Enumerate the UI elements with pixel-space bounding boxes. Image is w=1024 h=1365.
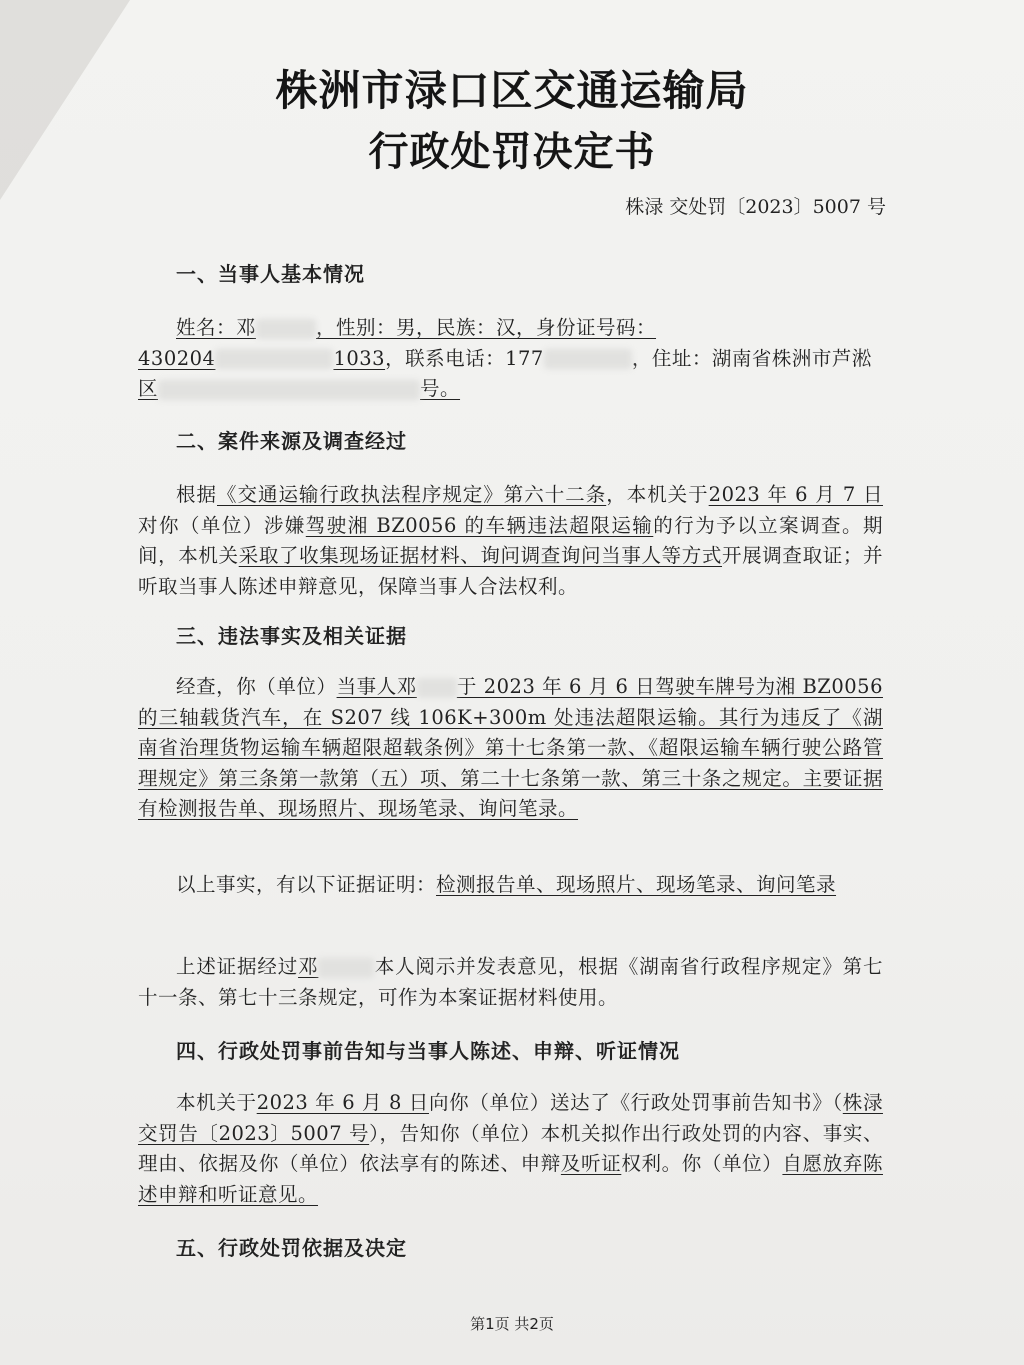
evidence-paragraph bbox=[138, 870, 883, 901]
text: 开展调查取证；并听取当事人陈述申辩意见，保障当事人合法权利。 bbox=[138, 544, 883, 598]
text: 向你（单位）送达了《行政处罚事前告知书》（ bbox=[428, 1091, 843, 1114]
agency-title: 株洲市渌口区交通运输局 bbox=[275, 66, 749, 115]
section-heading-decision: 五、行政处罚依据及决定 bbox=[176, 1236, 407, 1260]
reviewer-name: 邓 bbox=[298, 955, 319, 978]
legal-rule: 《交通运输行政执法程序规定》第六十二条 bbox=[216, 483, 607, 506]
section-heading-notice: 四、行政处罚事前告知与当事人陈述、申辩、听证情况 bbox=[176, 1039, 680, 1063]
redacted-name bbox=[318, 958, 374, 978]
address-label: ，住址：湖南省株洲市芦淞 bbox=[631, 346, 872, 370]
offense-description: 驾驶湘 BZ0056 的车辆违法超限运输 bbox=[305, 513, 654, 537]
section-heading-source: 二、案件来源及调查经过 bbox=[176, 429, 407, 453]
facts-paragraph bbox=[138, 672, 883, 825]
text: 权利。你（单位） bbox=[621, 1152, 783, 1175]
investigation-method: 采取了收集现场证据材料、询问调查询问当事人等方式 bbox=[238, 544, 723, 567]
id-prefix: 430204 bbox=[138, 346, 216, 370]
text: 根据 bbox=[176, 483, 217, 506]
notice-number: 株渌交罚告〔2023〕5007 号 bbox=[138, 1091, 883, 1145]
text: 本机关于 bbox=[176, 1091, 257, 1114]
evidence-review-paragraph bbox=[138, 952, 883, 1013]
document-title: 行政处罚决定书 bbox=[368, 129, 656, 175]
text: 经查，你（单位） bbox=[176, 675, 337, 698]
phone-label: ，联系电话：177 bbox=[385, 346, 544, 370]
redacted-name bbox=[256, 319, 316, 339]
text: 本人阅示并发表意见，根据《湖南省行政程序规定》第七十一条、第七十三条规定，可作为本案证据材料使用。 bbox=[138, 955, 883, 1009]
filing-date: 2023 年 6 月 7 日 bbox=[708, 483, 883, 506]
text: ），告知你（单位）本机关拟作出行政处罚的内容、事实、理由、依据及你（单位）依法享有的陈述、申辩 bbox=[138, 1121, 883, 1175]
redacted-name bbox=[417, 678, 457, 698]
text: 上述证据经过 bbox=[176, 955, 299, 978]
text: 的行为予以立案调查。期间，本机关 bbox=[138, 513, 883, 567]
text: 对你（单位）涉嫌 bbox=[138, 513, 306, 537]
address-end: 号。 bbox=[420, 377, 461, 400]
redacted-phone bbox=[544, 349, 632, 369]
section-heading-facts: 三、违法事实及相关证据 bbox=[176, 624, 407, 648]
name-label: 姓名：邓 bbox=[176, 316, 257, 339]
redacted-address bbox=[158, 380, 420, 400]
gender-ethnic-id: ，性别：男，民族：汉，身份证号码： bbox=[316, 316, 657, 339]
party-response: 自愿放弃陈述申辩和听证意见。 bbox=[138, 1152, 883, 1206]
text: ，本机关于 bbox=[606, 483, 709, 506]
text: 以上事实，有以下证据证明： bbox=[176, 873, 437, 896]
evidence-list: 检测报告单、现场照片、现场笔录、询问笔录 bbox=[436, 873, 837, 896]
facts-party: 当事人邓 bbox=[336, 675, 417, 698]
notice-paragraph bbox=[138, 1088, 883, 1210]
address-start: 区 bbox=[138, 377, 159, 400]
redacted-id bbox=[215, 349, 333, 369]
party-info bbox=[138, 313, 883, 405]
case-source-paragraph bbox=[138, 480, 883, 602]
document-number: 株渌 交处罚〔2023〕5007 号 bbox=[625, 196, 886, 218]
notice-date: 2023 年 6 月 8 日 bbox=[256, 1091, 429, 1114]
section-heading-party: 一、当事人基本情况 bbox=[176, 262, 365, 286]
page-number: 第1页 共2页 bbox=[470, 1315, 554, 1333]
id-suffix: 1033 bbox=[333, 346, 386, 370]
hearing-right: 及听证 bbox=[560, 1152, 622, 1175]
facts-body: 于 2023 年 6 月 6 日驾驶车牌号为湘 BZ0056 的三轴载货汽车，在 S207 线 106K+300m 处违法超限运输。其行为违反了《湖南省治理货物运输车辆超限超载条例》第十七条第一款、《超限运输车辆行驶公路管理规定》第三条第一款第（五）项、第二十七条第一款、第三十条之规定。主要证据有检测报告单、现场照片、现场笔录、询问笔录。 bbox=[138, 675, 883, 820]
